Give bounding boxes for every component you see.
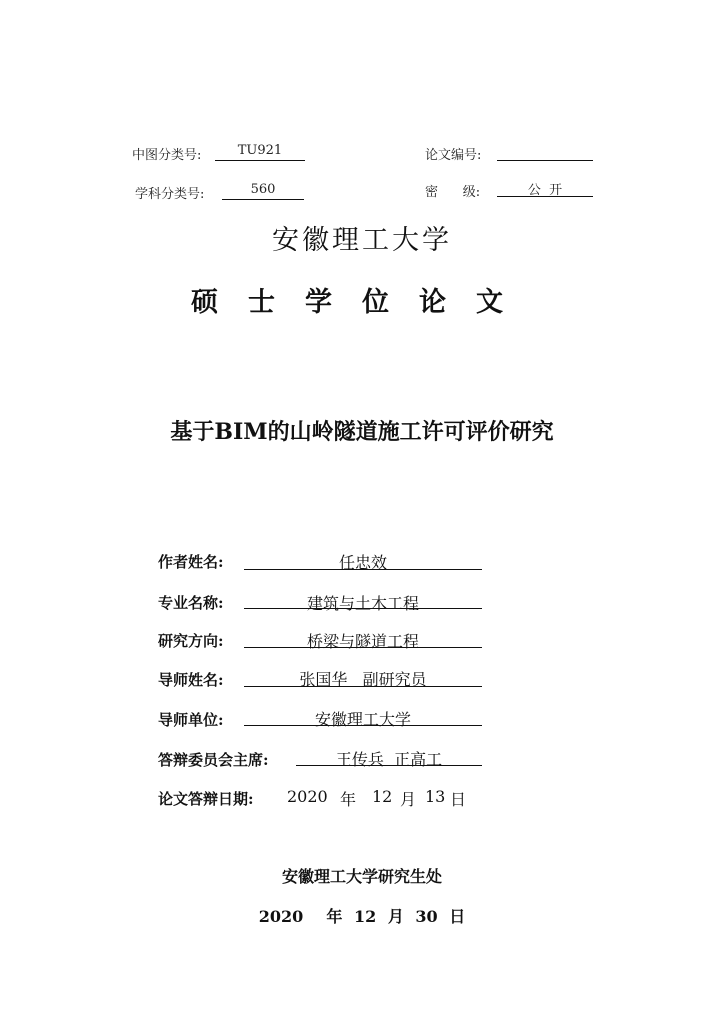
defense-date-label: 论文答辩日期: — [158, 790, 254, 808]
field-underline-advisor — [244, 686, 482, 687]
field-label-advisor: 导师姓名: — [158, 671, 224, 689]
field-label-major: 专业名称: — [158, 594, 224, 612]
clc-underline — [215, 160, 305, 161]
thesis-title: 基于BIM的山岭隧道施工许可评价研究 — [170, 419, 554, 445]
defense-date-month: 12 — [372, 787, 393, 806]
field-label-direction: 研究方向: — [158, 632, 224, 650]
subject-value: 560 — [250, 182, 276, 197]
field-label-committee-chair: 答辩委员会主席: — [158, 751, 269, 769]
subject-underline — [222, 199, 304, 200]
degree-title: 硕士学位论文 — [191, 287, 533, 318]
field-label-author: 作者姓名: — [158, 553, 224, 571]
issue-date: 2020 年 12 月 30 日 — [258, 907, 466, 926]
thesis-no-label: 论文编号: — [425, 148, 482, 163]
defense-date-year-unit: 年 — [340, 790, 357, 809]
field-value-advisor: 张国华 副研究员 — [299, 670, 427, 689]
field-value-author: 任忠效 — [338, 553, 387, 572]
defense-date-day: 13 — [425, 787, 446, 806]
field-underline-major — [244, 608, 482, 609]
field-value-direction: 桥梁与隧道工程 — [306, 632, 419, 651]
field-label-advisor-unit: 导师单位: — [158, 711, 224, 729]
defense-date-month-unit: 月 — [400, 790, 417, 809]
clc-value: TU921 — [237, 143, 283, 158]
clc-label: 中图分类号: — [132, 148, 202, 163]
defense-date-day-unit: 日 — [450, 790, 467, 809]
defense-date-year: 2020 — [287, 787, 328, 806]
secret-label: 密 级: — [425, 185, 481, 200]
field-underline-author — [244, 569, 482, 570]
field-value-major: 建筑与土木工程 — [306, 594, 419, 613]
field-underline-direction — [244, 647, 482, 648]
secret-value: 公 开 — [527, 183, 563, 198]
field-underline-advisor-unit — [244, 725, 482, 726]
graduate-office: 安徽理工大学研究生处 — [281, 867, 442, 886]
subject-label: 学科分类号: — [135, 187, 205, 202]
field-value-committee-chair: 王传兵 正高工 — [335, 750, 443, 769]
thesis-no-underline — [497, 160, 593, 161]
university-name: 安徽理工大学 — [272, 225, 452, 256]
field-value-advisor-unit: 安徽理工大学 — [314, 710, 411, 729]
field-underline-committee-chair — [296, 765, 482, 766]
